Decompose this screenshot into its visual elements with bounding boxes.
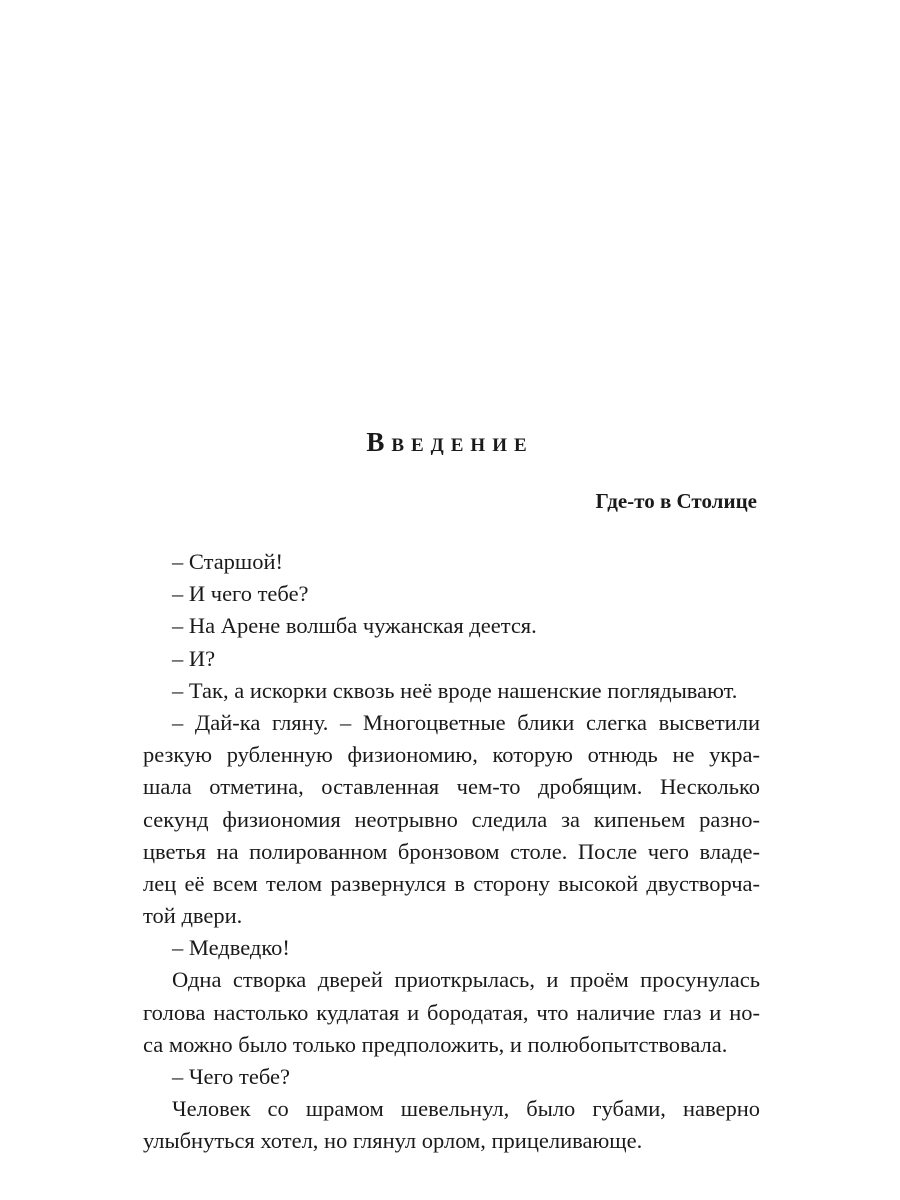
text-line: – Так, а искорки сквозь неё вроде нашенские поглядывают.	[172, 677, 738, 703]
text-line: резкую рубленную физиономию, которую отнюдь не укра-	[143, 742, 760, 768]
text-line: – Старшой!	[172, 549, 284, 574]
text-line: – Дай-ка гляну. – Многоцветные блики слегка высветили	[172, 709, 760, 735]
chapter-title: Введение	[366, 427, 534, 457]
text-line: той двери.	[143, 903, 243, 929]
text-line: – И чего тебе?	[172, 581, 309, 607]
chapter-location: Где-то в Столице	[595, 489, 757, 513]
text-line: секунд физиономия неотрывно следила за кипеньем разно-	[143, 806, 760, 832]
text-line: – И?	[172, 645, 216, 671]
text-line: – Чего тебе?	[172, 1064, 290, 1089]
text-line: Одна створка дверей приоткрылась, и проём просунулась	[172, 967, 760, 993]
text-line: Человек со шрамом шевельнул, было губами, наверно	[172, 1096, 760, 1122]
text-line: – Медведко!	[172, 935, 290, 961]
text-line: цветья на полированном бронзовом столе. После чего владе-	[143, 838, 760, 864]
text-line: голова настолько кудлатая и бородатая, что наличие глаз и но-	[143, 999, 760, 1025]
text-line: – На Арене волшба чужанская деется.	[172, 613, 537, 639]
text-line: лец её всем телом развернулся в сторону высокой двустворча-	[143, 870, 760, 896]
text-line: шала отметина, оставленная чем-то дробящим. Несколько	[143, 774, 760, 800]
text-line: улыбнуться хотел, но глянул орлом, прицеливающе.	[143, 1128, 643, 1154]
body-text	[143, 546, 760, 1158]
text-line: са можно было только предположить, и полюбопытствовала.	[143, 1031, 728, 1057]
